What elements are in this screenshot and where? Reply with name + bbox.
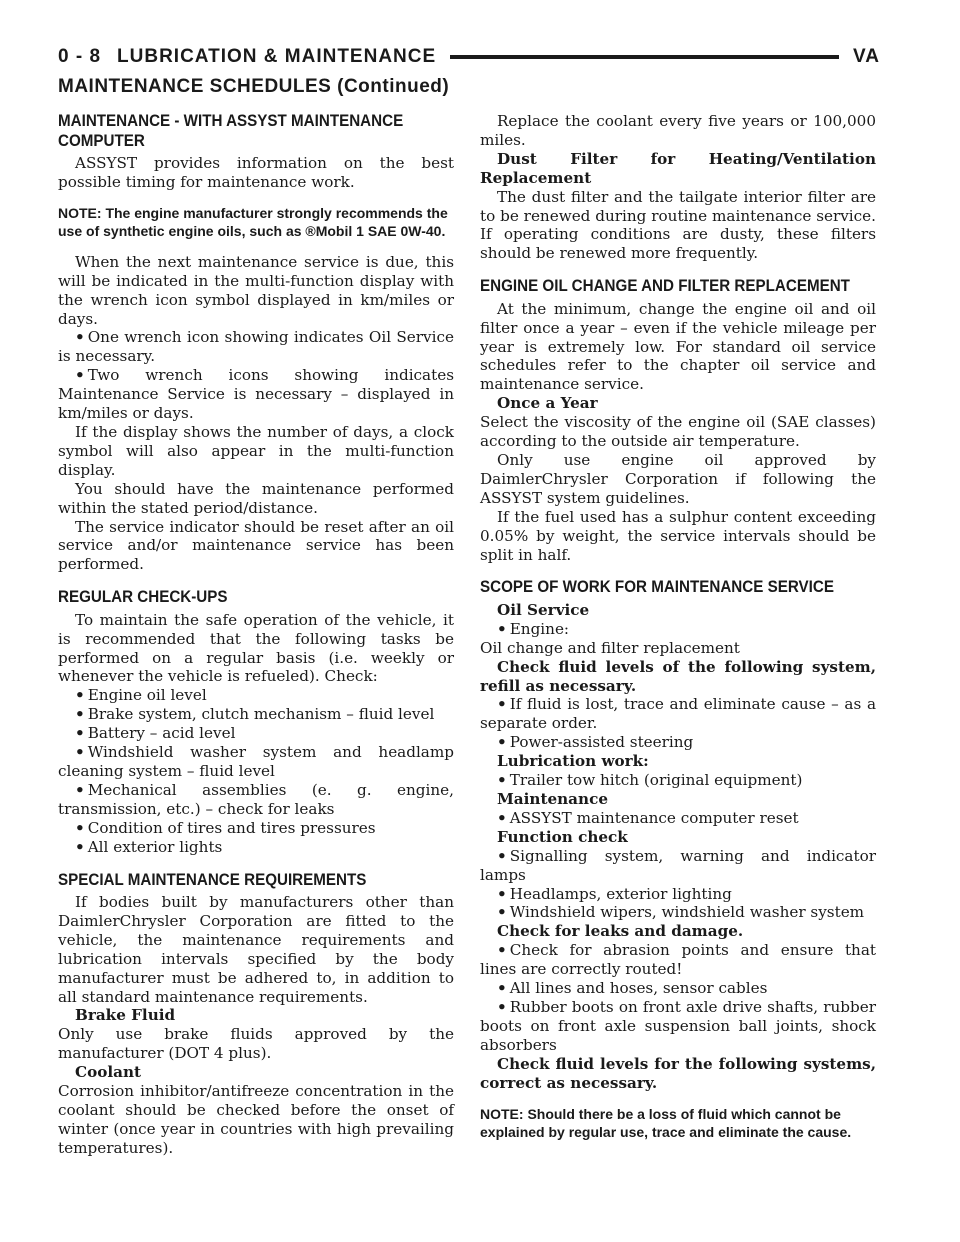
subheading-coolant: Coolant	[75, 1063, 142, 1082]
left-column	[58, 112, 454, 1158]
heading-special-maintenance: SPECIAL MAINTENANCE REQUIREMENTS	[58, 870, 367, 889]
subheading-oil-service: Oil Service	[497, 600, 590, 619]
heading-assyst: MAINTENANCE - WITH ASSYST MAINTENANCE COMPUTER	[58, 112, 404, 150]
paragraph: Only use engine oil approved by DaimlerChrysler Corporation if following the ASSYST system guidelines.	[480, 451, 876, 507]
paragraph: The service indicator should be reset after an oil service and/or maintenance service has been performed.	[58, 517, 454, 574]
subheading-dust-filter: Dust Filter for Heating/Ventilation Replacement	[480, 149, 876, 187]
check-item: • All exterior lights	[58, 838, 454, 857]
bullet-item: • ASSYST maintenance computer reset	[480, 809, 876, 828]
paragraph: To maintain the safe operation of the vehicle, it is recommended that the following tasks be performed on a regular basis (i.e. weekly or whenever the vehicle is refueled). Check:	[58, 610, 454, 686]
section-title: LUBRICATION & MAINTENANCE	[117, 46, 437, 67]
paragraph: Oil change and filter replacement	[480, 638, 740, 657]
check-item: • Windshield washer system and headlamp cleaning system – fluid level	[58, 743, 454, 781]
subheading-check-fluid-systems: Check fluid levels for the following systems, correct as necessary.	[480, 1054, 876, 1092]
bullet-item: • Rubber boots on front axle drive shafts, rubber boots on front axle suspension ball joints, shock absorbers	[480, 998, 876, 1055]
bullet-item: • Two wrench icons showing indicates Maintenance Service is necessary – displayed in km/miles or days.	[58, 366, 454, 423]
subheading-lubrication: Lubrication work:	[497, 752, 649, 771]
check-item: • Condition of tires and tires pressures	[58, 819, 454, 838]
bullet-item: • Signalling system, warning and indicator lamps	[480, 847, 876, 885]
paragraph: Only use brake fluids approved by the manufacturer (DOT 4 plus).	[58, 1025, 454, 1063]
note-fluid-loss: NOTE: Should there be a loss of fluid which cannot be explained by regular use, trace and eliminate the cause.	[480, 1105, 852, 1140]
subheading-brake-fluid: Brake Fluid	[75, 1006, 176, 1025]
check-item: • Battery – acid level	[58, 724, 454, 743]
heading-scope-of-work: SCOPE OF WORK FOR MAINTENANCE SERVICE	[480, 578, 834, 597]
paragraph: ASSYST provides information on the best possible timing for maintenance work.	[58, 154, 454, 191]
bullet-item: • One wrench icon showing indicates Oil Service is necessary.	[58, 328, 454, 366]
bullet-item: • All lines and hoses, sensor cables	[480, 979, 876, 998]
page-number: 0 - 8	[58, 46, 102, 67]
bullet-item: • Power-assisted steering	[480, 733, 876, 752]
paragraph: Replace the coolant every five years or 100,000 miles.	[480, 112, 876, 149]
paragraph: Corrosion inhibitor/antifreeze concentration in the coolant should be checked before the onset of winter (once year in countries with high prevailing temperatures).	[58, 1082, 454, 1157]
paragraph: At the minimum, change the engine oil and oil filter once a year – even if the vehicle mileage per year is extremely low. For standard oil service schedules refer to the chapter oil service and maintenance service.	[480, 299, 876, 394]
bullet-item: • Check for abrasion points and ensure that lines are correctly routed!	[480, 941, 876, 979]
right-column	[480, 112, 876, 1154]
subheading-once-a-year: Once a Year	[497, 394, 598, 413]
check-item: • Mechanical assemblies (e. g. engine, transmission, etc.) – check for leaks	[58, 781, 454, 819]
vehicle-code: VA	[853, 46, 880, 67]
bullet-item: • Headlamps, exterior lighting	[480, 885, 876, 904]
page-header	[58, 42, 880, 72]
subheading-leaks: Check for leaks and damage.	[497, 922, 744, 941]
bullet-item: • Windshield wipers, windshield washer system	[480, 903, 876, 922]
paragraph: The dust filter and the tailgate interior filter are to be renewed during routine maintenance service. If operating conditions are dusty, these filters should be renewed more frequently.	[480, 187, 876, 263]
continued-heading: MAINTENANCE SCHEDULES (Continued)	[58, 76, 450, 97]
paragraph: You should have the maintenance performed within the stated period/distance.	[58, 479, 454, 517]
paragraph: If the fuel used has a sulphur content exceeding 0.05% by weight, the service intervals should be split in half.	[480, 507, 876, 564]
header-rule	[450, 55, 839, 59]
heading-regular-checkups: REGULAR CHECK-UPS	[58, 588, 228, 607]
paragraph: Select the viscosity of the engine oil (SAE classes) according to the outside air temperature.	[480, 413, 876, 451]
check-item: • Engine oil level	[58, 686, 454, 705]
subheading-function-check: Function check	[497, 827, 628, 846]
paragraph: When the next maintenance service is due, this will be indicated in the multi-function display with the wrench icon symbol displayed in km/miles or days.	[58, 252, 454, 328]
heading-engine-oil-change: ENGINE OIL CHANGE AND FILTER REPLACEMENT	[480, 277, 850, 296]
subheading-maintenance: Maintenance	[497, 790, 608, 808]
paragraph: If bodies built by manufacturers other than DaimlerChrysler Corporation are fitted to the vehicle, the maintenance requirements and lubrication intervals specified by the body manufacturer must be adhered to, in addition to all standard maintenance requirements.	[58, 893, 454, 1006]
bullet-item: • Engine:	[480, 620, 876, 639]
note-synthetic-oil: NOTE: The engine manufacturer strongly recommends the use of synthetic engine oils, such as ®Mobil 1 SAE 0W-40.	[58, 204, 448, 240]
bullet-item: • If fluid is lost, trace and eliminate cause – as a separate order.	[480, 695, 876, 733]
paragraph: If the display shows the number of days, a clock symbol will also appear in the multi-function display.	[58, 422, 454, 479]
check-item: • Brake system, clutch mechanism – fluid level	[58, 705, 454, 724]
bullet-item: • Trailer tow hitch (original equipment)	[480, 771, 876, 790]
subheading-check-fluid: Check fluid levels of the following system, refill as necessary.	[480, 657, 876, 695]
